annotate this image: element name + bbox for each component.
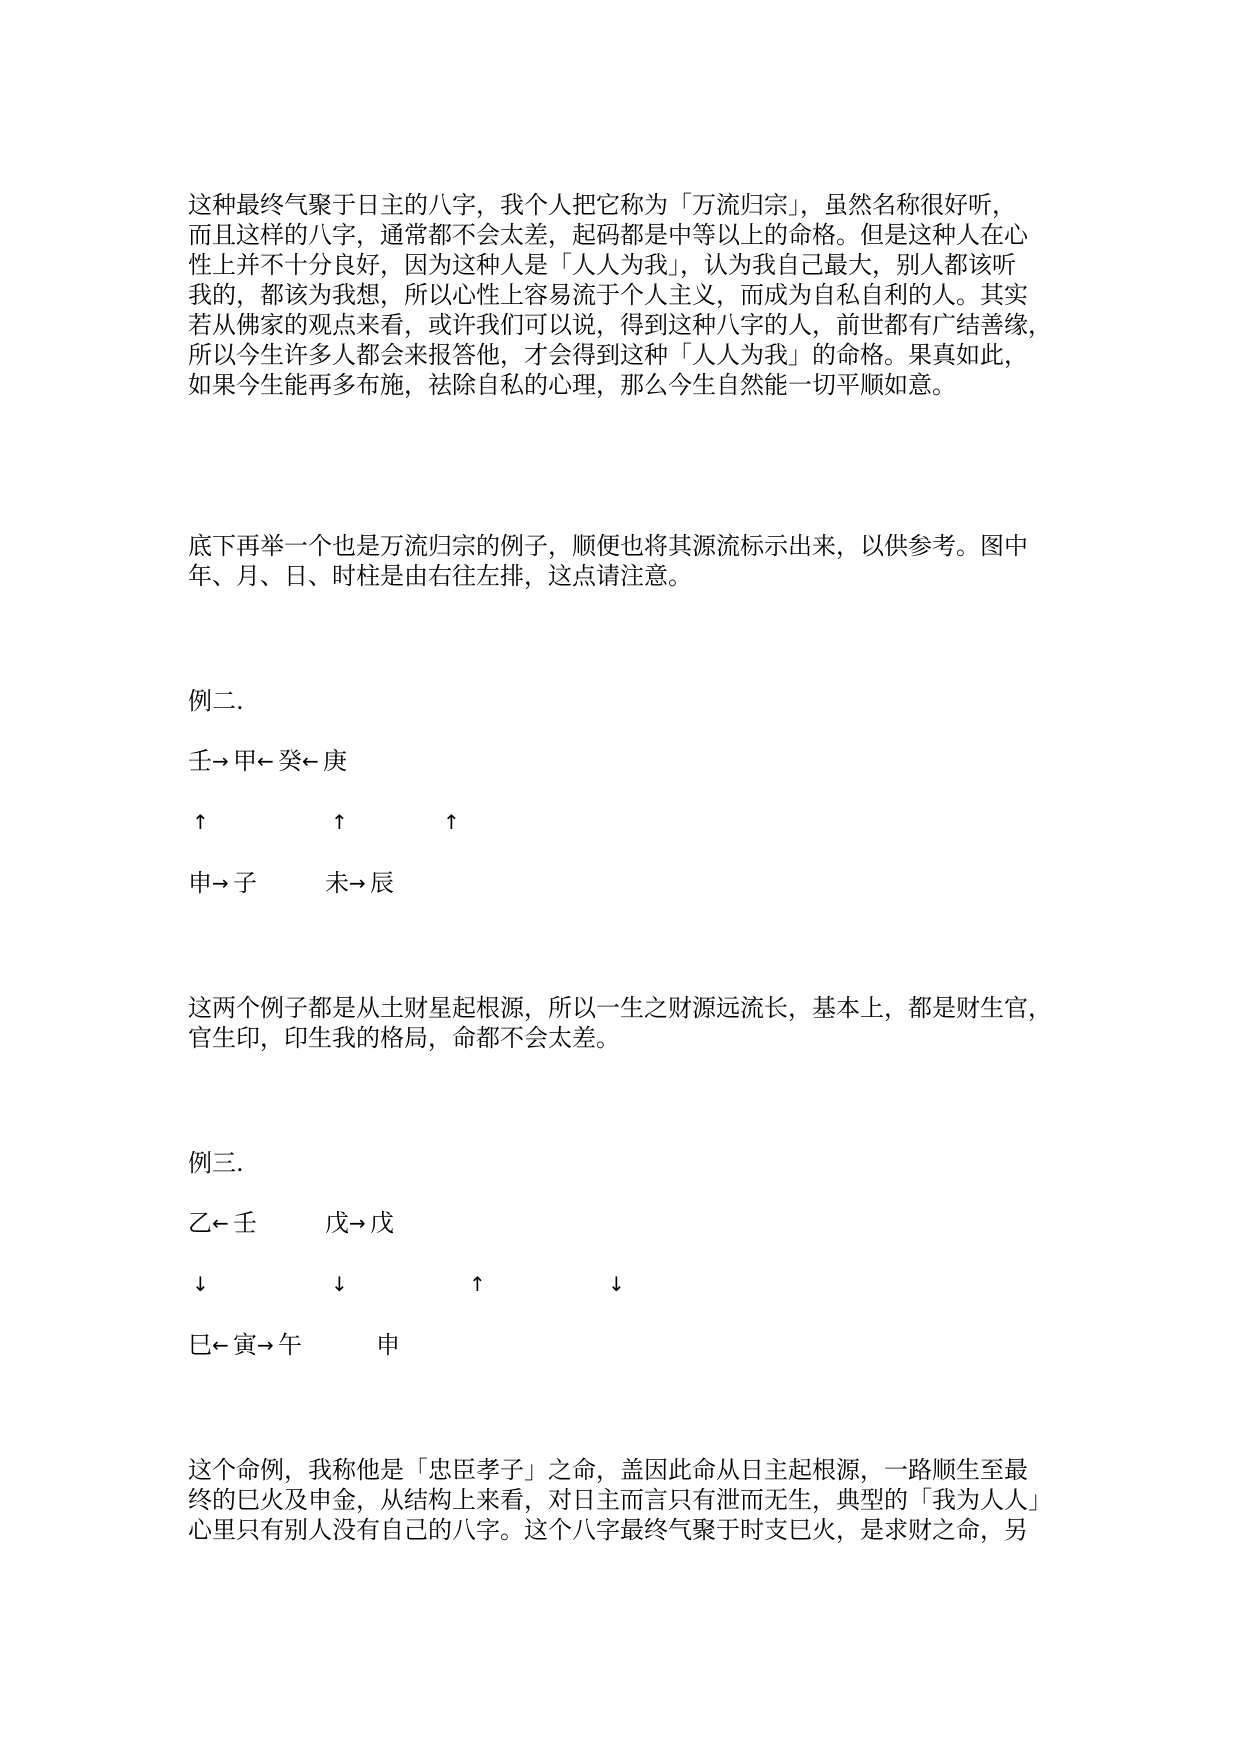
arrow-right-icon: → [212, 749, 229, 773]
text-line: 心里只有别人没有自己的八字。这个八字最终气聚于时支巳火，是求财之命，另 [188, 1516, 1028, 1544]
stem-char: 戊 [370, 1209, 394, 1237]
branch-char: 午 [278, 1331, 302, 1359]
arrow-down-icon: ↓ [192, 1272, 209, 1296]
stem-char: 庚 [323, 747, 347, 775]
branch-char: 未 [325, 869, 349, 897]
branch-char: 申 [188, 869, 212, 897]
stem-char: 乙 [188, 1209, 212, 1237]
text-line: 我的，都该为我想，所以心性上容易流于个人主义，而成为自私自利的人。其实 [188, 281, 1028, 309]
arrow-up-icon: ↑ [443, 810, 460, 834]
paragraph-zhongchen-xiaozi [188, 1455, 1058, 1545]
branch-char: 辰 [370, 869, 394, 897]
arrow-up-icon: ↑ [192, 810, 209, 834]
branch-char: 子 [233, 869, 257, 897]
arrow-down-icon: ↓ [331, 1272, 348, 1296]
text-line: 所以今生许多人都会来报答他，才会得到这种「人人为我」的命格。果真如此， [188, 341, 1028, 369]
text-line: 这两个例子都是从土财星起根源，所以一生之财源远流长，基本上，都是财生官， [188, 994, 1052, 1022]
arrow-up-icon: ↑ [331, 810, 348, 834]
paragraph-summary [188, 993, 1058, 1053]
arrow-right-icon: → [212, 871, 229, 895]
stem-char: 壬 [233, 1209, 257, 1237]
text-line: 而且这样的八字，通常都不会太差，起码都是中等以上的命格。但是这种人在心 [188, 221, 1028, 249]
text-line: 这个命例，我称他是「忠臣孝子」之命，盖因此命从日主起根源，一路顺生至最 [188, 1456, 1028, 1484]
stem-char: 甲 [233, 747, 257, 775]
stem-char: 壬 [188, 747, 212, 775]
paragraph-wanliu-guizong [188, 190, 1058, 400]
example3-label: 例三. [188, 1149, 244, 1177]
arrow-right-icon: → [257, 1333, 274, 1357]
arrow-left-icon: ← [212, 1333, 229, 1357]
arrow-left-icon: ← [257, 749, 274, 773]
text-line: 如果今生能再多布施，祛除自私的心理，那么今生自然能一切平顺如意。 [188, 371, 956, 399]
text-line: 性上并不十分良好，因为这种人是「人人为我」，认为我自己最大，别人都该听 [188, 251, 1016, 279]
text-line: 官生印，印生我的格局，命都不会太差。 [188, 1024, 620, 1052]
arrow-right-icon: → [349, 1211, 366, 1235]
text-line: 终的巳火及申金，从结构上来看，对日主而言只有泄而无生，典型的「我为人人」 [188, 1486, 1052, 1514]
paragraph-intro-example [188, 531, 1058, 591]
text-line: 年、月、日、时柱是由右往左排，这点请注意。 [188, 562, 692, 590]
stem-char: 癸 [278, 747, 302, 775]
text-line: 这种最终气聚于日主的八字，我个人把它称为「万流归宗」，虽然名称很好听， [188, 191, 1016, 219]
arrow-up-icon: ↑ [469, 1272, 486, 1296]
arrow-down-icon: ↓ [608, 1272, 625, 1296]
text-line: 底下再举一个也是万流归宗的例子，顺便也将其源流标示出来，以供参考。图中 [188, 532, 1028, 560]
text-line: 若从佛家的观点来看，或许我们可以说，得到这种八字的人，前世都有广结善缘， [188, 311, 1052, 339]
branch-char: 巳 [188, 1331, 212, 1359]
arrow-right-icon: → [349, 871, 366, 895]
example2-label: 例二. [188, 687, 244, 715]
arrow-left-icon: ← [302, 749, 319, 773]
arrow-left-icon: ← [212, 1211, 229, 1235]
branch-char: 申 [376, 1331, 400, 1359]
stem-char: 戊 [325, 1209, 349, 1237]
branch-char: 寅 [233, 1331, 257, 1359]
